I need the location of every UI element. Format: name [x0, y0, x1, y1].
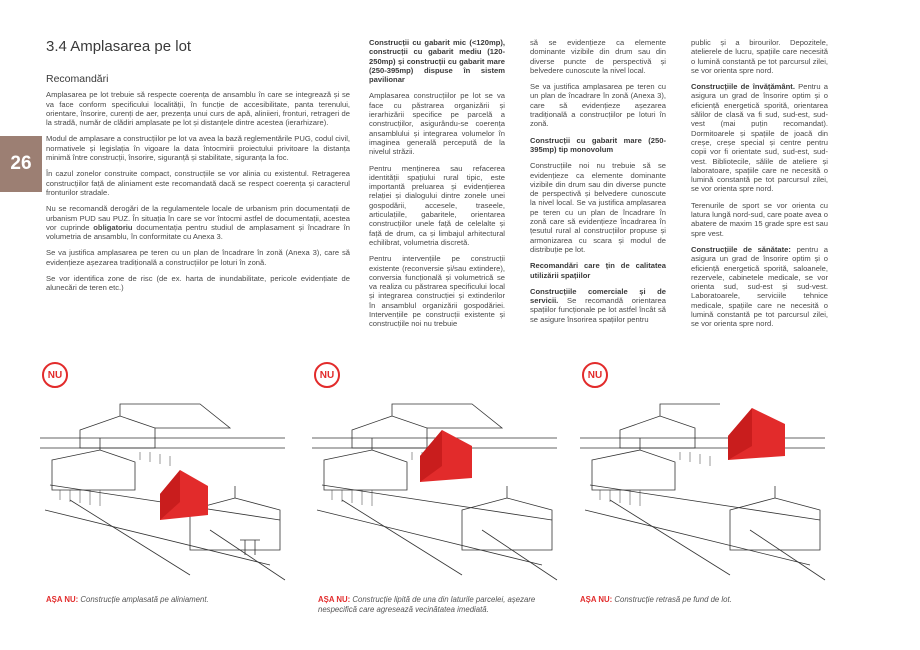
lead-text: Construcțiile comerciale și de servicii.: [530, 286, 666, 306]
illustration-1: [40, 362, 290, 592]
bold-heading: Construcții cu gabarit mic (<120mp), construcții cu gabarit mediu (120-250mp) și construcții cu gabarit mare (250-395mp) dispuse în sistem pavilionar: [369, 38, 505, 85]
caption-text: Construcție retrasă pe fund de lot.: [612, 595, 732, 604]
nu-badge: NU: [42, 362, 68, 388]
caption-2: [318, 595, 568, 614]
caption-3: [580, 595, 830, 605]
lead-text: Construcțiile de sănătate:: [691, 244, 791, 254]
text: pentru a asigura un grad de însorire optim și o eficiență energetică sporită, saloanele, rezervele, cabinetele medicale, se vor orienta sud, sud-est și sud-vest. Laboratoarele, serviciile tehnice medicale, spațiile care ne necesită o lumină constantă pe tot parcursul zilei, se vor orienta spre nord.: [691, 244, 828, 329]
text: Nu se recomandă derogări de la regulamentele locale de urbanism prin documentații de urbanism PUD sau PUZ. În situația în care se vor întocmi astfel de documentații, acestea vor cuprinde: [46, 204, 350, 232]
paragraph: [691, 82, 828, 194]
paragraph: Amplasarea construcțiilor pe lot se va face cu păstrarea organizării și ierarhizării specifice pe parcelă a construcțiilor, asigurându-se coerența ansamblului și integrarea volumelor în imaginea generală percepută de la nivelul străzii.: [369, 91, 505, 157]
nu-badge: NU: [582, 362, 608, 388]
column-2: [369, 38, 505, 336]
caption-label: AȘA NU:: [318, 595, 351, 604]
paragraph: [691, 245, 828, 329]
paragraph: public și a birourilor. Depozitele, atelierele de lucru, spațiile care necesită o lumină constantă pe tot parcursul zilei, se vor orienta spre nord.: [691, 38, 828, 75]
illustration-2: [312, 362, 562, 592]
column-4: [691, 38, 828, 336]
paragraph: Pentru intervențiile pe construcții existente (reconversie și/sau extindere), conversia funcțională și volumetrică se va realiza cu păstrarea specificului local și integrarea construcției și extinderilor în ansamblul organizării gospodăriei. Intervențiile pe construcții existente și construcțiile noi nu trebuie: [369, 254, 505, 329]
sketch-drawing: [580, 390, 830, 590]
paragraph: Terenurile de sport se vor orienta cu latura lungă nord-sud, care poate avea o abatere de maxim 15 grade spre est sau spre vest.: [691, 200, 828, 238]
sketch-drawing: [312, 390, 562, 590]
paragraph: Amplasarea pe lot trebuie să respecte coerența de ansamblu în care se integrează și se va face conform specificului localității, în funcție de accesibilitate, panta terenului, orientare, însorire, curenți de aer, prezența unui curs de apă, aliniieri, fronturi, retrageri de la stradă, număr de clădiri amplasate pe lot și distanțele dintre acestea (ierarhizare).: [46, 90, 350, 128]
sketch-drawing: [40, 390, 290, 590]
paragraph: să se evidențieze ca elemente dominante vizibile din drum sau din diverse puncte de perspectivă și belvedere cunoscute la nivel local.: [530, 38, 666, 75]
bold-text: obligatoriu: [93, 222, 133, 232]
paragraph: Pentru menținerea sau refacerea identității spațiului rural tipic, este importantă preluarea și evidențierea relației și dialogului dintre zonele unei gospodării, accesele, traseele, articulațiile, gabaritele, orientarea construcțiilor unele față de celelalte și față de drum, ca și limbajul arhitectural echilibrat, volumetria discretă.: [369, 163, 505, 247]
column-3: [530, 38, 666, 331]
caption-label: AȘA NU:: [580, 595, 613, 604]
bold-heading: Recomandări care țin de calitatea utilizării spațiilor: [530, 261, 666, 280]
paragraph: Se va justifica amplasarea pe teren cu un plan de încadrare în zonă (Anexa 3), care să evidențieze așezarea tradițională a construcțiilor pe loturi în zonă.: [46, 248, 350, 267]
paragraph: În cazul zonelor construite compact, construcțiile se vor alinia cu existentul. Retragerea construcțiilor față de aliniament este recomandată dacă se respect coerența și caracterul fronturilor stradale.: [46, 169, 350, 197]
paragraph: Se vor identifica zone de risc (de ex. harta de inundabilitate, pericole evidențiate de alunecări de teren etc.): [46, 274, 350, 293]
paragraph: Modul de amplasare a construcțiilor pe lot va avea la bază reglementările PUG, codul civil, normativele și legislația în vigoare la data întocmirii proiectului privitoare la distanța minimă între construcții, însorire, siguranță și stabilitate, siguranța la foc.: [46, 134, 350, 163]
section-title: 3.4 Amplasarea pe lot: [46, 38, 192, 55]
page-number-tab: 26: [0, 136, 42, 192]
caption-1: [46, 595, 296, 605]
paragraph: [530, 287, 666, 324]
text: Se recomandă orientarea spațiilor funcționale pe lot astfel încât să se asigure însorirea spațiilor pentru: [530, 296, 666, 324]
illustration-3: [580, 362, 830, 592]
lead-text: Construcțiile de învățământ.: [691, 82, 795, 92]
text: Pentru a asigura un grad de însorire optim și o eficiență energetică sporită, orientarea sălilor de clasă va fi sud, sud-est, sud-vest (mai puțin recomandat). Dormitoarele și spațiile de joacă din creșe, creșe special și centre pentru copii vor fi orientate sud, sud-est, sud-vest. Bibliotecile, sălile de ateliere și laboratoare, spațiile care ne necesită o lumină constantă pe tot parcursul zilei, se vor orienta spre nord.: [691, 82, 828, 194]
caption-label: AȘA NU:: [46, 595, 79, 604]
paragraph: [46, 204, 350, 241]
paragraph: Se va justifica amplasarea pe teren cu un plan de încadrare în zonă (Anexa 3), care să evidențieze așezarea tradițională a construcțiilor pe loturi în zonă.: [530, 82, 666, 129]
caption-text: Construcție amplasată pe aliniament.: [78, 595, 209, 604]
text: documentația pentru studiul de amplasament și încadrare în volumetria de ansamblu, în conformitate cu Anexa 3.: [46, 222, 350, 242]
paragraph: Construcțiile noi nu trebuie să se evidențieze ca elemente dominante vizibile din drum sau din diverse puncte de perspectivă și belvedere cunoscute la nivel local. Se va justifica amplasarea pe teren cu un plan de încadrare în zonă care să evidențieze încadrarea în țesutul rural al construcțiilor propuse și armonizarea cu scara și modul de distribuție pe lot.: [530, 161, 666, 254]
nu-badge: NU: [314, 362, 340, 388]
subsection-title: Recomandări: [46, 73, 109, 85]
caption-text: Construcție lipită de una din laturile parcelei, așezare nespecifică care agresează vecinătatea imediată.: [318, 595, 536, 614]
bold-heading: Construcții cu gabarit mare (250-395mp) tip monovolum: [530, 135, 666, 154]
column-1: [46, 38, 350, 300]
